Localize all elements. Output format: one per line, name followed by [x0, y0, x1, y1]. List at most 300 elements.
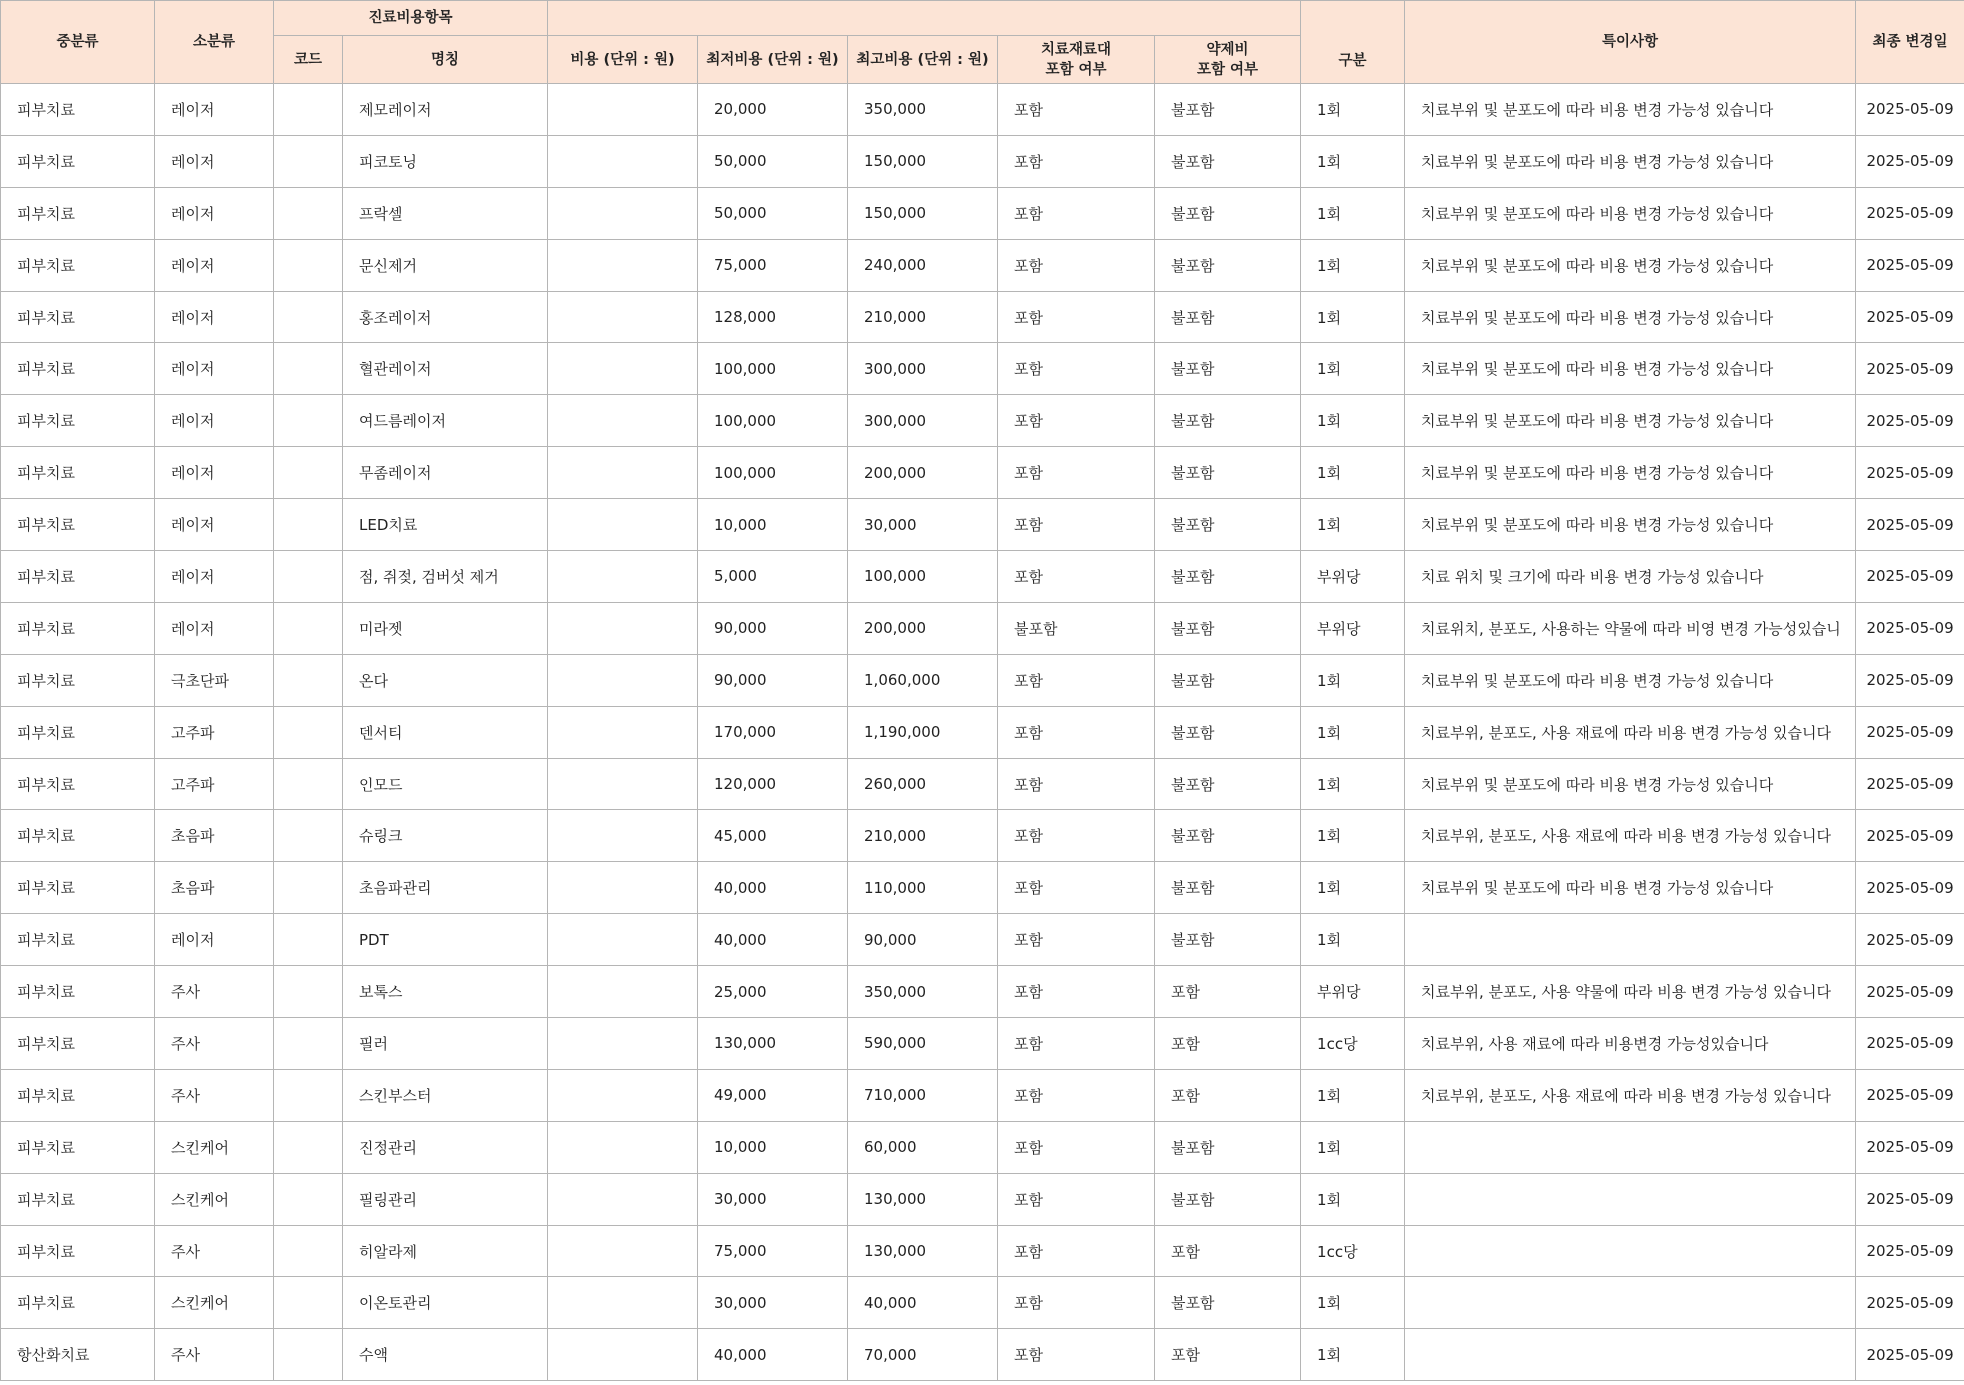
cell-material-included: 포함: [998, 810, 1155, 862]
cell-category-sub: 주사: [155, 1069, 274, 1121]
cell-code: [274, 187, 343, 239]
cell-code: [274, 291, 343, 343]
cell-material-included: 포함: [998, 395, 1155, 447]
header-max-cost: 최고비용 (단위 : 원): [848, 36, 998, 84]
cell-drug-included: 불포함: [1155, 654, 1301, 706]
header-material-line1: 치료재료대: [1040, 41, 1112, 58]
cell-material-included: 포함: [998, 239, 1155, 291]
cell-unit: 1회: [1301, 706, 1405, 758]
cell-unit: 1회: [1301, 135, 1405, 187]
cell-category-mid: 피부치료: [1, 1225, 155, 1277]
cell-drug-included: 불포함: [1155, 602, 1301, 654]
cell-unit: 부위당: [1301, 966, 1405, 1018]
header-name: 명칭: [343, 36, 548, 84]
cell-max-cost: 240,000: [848, 239, 998, 291]
table-row: [1, 551, 1964, 603]
cell-name: 점, 쥐젖, 검버섯 제거: [343, 551, 548, 603]
cell-cost: [548, 1173, 698, 1225]
cell-min-cost: 10,000: [698, 499, 848, 551]
header-drug-line1: 약제비: [1206, 41, 1249, 58]
cell-last-modified: 2025-05-09: [1856, 551, 1964, 603]
cell-code: [274, 706, 343, 758]
cell-last-modified: 2025-05-09: [1856, 602, 1964, 654]
cell-name: 프락셀: [343, 187, 548, 239]
cell-cost: [548, 551, 698, 603]
cell-category-mid: 피부치료: [1, 810, 155, 862]
cell-min-cost: 120,000: [698, 758, 848, 810]
cell-name: 제모레이저: [343, 84, 548, 136]
cell-cost: [548, 602, 698, 654]
cell-cost: [548, 966, 698, 1018]
cell-last-modified: 2025-05-09: [1856, 395, 1964, 447]
cell-max-cost: 210,000: [848, 810, 998, 862]
cell-name: 여드름레이저: [343, 395, 548, 447]
cell-max-cost: 710,000: [848, 1069, 998, 1121]
cell-code: [274, 1277, 343, 1329]
cell-material-included: 포함: [998, 914, 1155, 966]
cell-min-cost: 100,000: [698, 447, 848, 499]
cell-last-modified: 2025-05-09: [1856, 862, 1964, 914]
table-row: [1, 1018, 1964, 1070]
cell-min-cost: 5,000: [698, 551, 848, 603]
cell-cost: [548, 810, 698, 862]
cell-unit: 1회: [1301, 239, 1405, 291]
cell-category-sub: 레이저: [155, 602, 274, 654]
cell-max-cost: 590,000: [848, 1018, 998, 1070]
table-row: [1, 706, 1964, 758]
header-category-sub: 소분류: [155, 1, 274, 84]
cell-name: 슈링크: [343, 810, 548, 862]
table-row: [1, 914, 1964, 966]
cell-name: LED치료: [343, 499, 548, 551]
cell-category-mid: 피부치료: [1, 654, 155, 706]
cell-max-cost: 130,000: [848, 1173, 998, 1225]
cell-code: [274, 135, 343, 187]
cell-last-modified: 2025-05-09: [1856, 1121, 1964, 1173]
cell-cost: [548, 706, 698, 758]
cell-cost: [548, 395, 698, 447]
cell-material-included: 포함: [998, 84, 1155, 136]
cell-category-mid: 피부치료: [1, 602, 155, 654]
cell-note: 치료부위 및 분포도에 따라 비용 변경 가능성 있습니다: [1405, 862, 1856, 914]
cell-drug-included: 포함: [1155, 1329, 1301, 1381]
cell-drug-included: 불포함: [1155, 914, 1301, 966]
cell-last-modified: 2025-05-09: [1856, 447, 1964, 499]
cell-cost: [548, 1069, 698, 1121]
cell-drug-included: 포함: [1155, 1225, 1301, 1277]
cell-code: [274, 343, 343, 395]
cell-cost: [548, 84, 698, 136]
header-item-group: 진료비용항목: [274, 1, 548, 36]
cell-max-cost: 260,000: [848, 758, 998, 810]
cell-category-mid: 피부치료: [1, 551, 155, 603]
cell-code: [274, 862, 343, 914]
cell-code: [274, 395, 343, 447]
cell-material-included: 포함: [998, 1121, 1155, 1173]
cell-material-included: 포함: [998, 499, 1155, 551]
cell-drug-included: 포함: [1155, 1069, 1301, 1121]
cell-material-included: 포함: [998, 1069, 1155, 1121]
cell-code: [274, 1121, 343, 1173]
cell-unit: 1회: [1301, 862, 1405, 914]
cell-name: 필러: [343, 1018, 548, 1070]
cell-min-cost: 50,000: [698, 187, 848, 239]
cell-category-sub: 레이저: [155, 499, 274, 551]
cell-note: 치료부위 및 분포도에 따라 비용 변경 가능성 있습니다: [1405, 654, 1856, 706]
cell-code: [274, 758, 343, 810]
cell-max-cost: 60,000: [848, 1121, 998, 1173]
cell-material-included: 포함: [998, 966, 1155, 1018]
cell-note: 치료부위 및 분포도에 따라 비용 변경 가능성 있습니다: [1405, 499, 1856, 551]
cell-last-modified: 2025-05-09: [1856, 343, 1964, 395]
header-code: 코드: [274, 36, 343, 84]
cell-material-included: 포함: [998, 1277, 1155, 1329]
cell-code: [274, 447, 343, 499]
table-row: [1, 343, 1964, 395]
cell-name: 진정관리: [343, 1121, 548, 1173]
table-row: [1, 1173, 1964, 1225]
cell-material-included: 포함: [998, 291, 1155, 343]
cell-min-cost: 25,000: [698, 966, 848, 1018]
cell-category-sub: 레이저: [155, 551, 274, 603]
cell-unit: 1회: [1301, 758, 1405, 810]
cell-last-modified: 2025-05-09: [1856, 1225, 1964, 1277]
cell-cost: [548, 1225, 698, 1277]
cell-category-sub: 레이저: [155, 187, 274, 239]
cell-max-cost: 200,000: [848, 602, 998, 654]
cell-category-mid: 피부치료: [1, 1277, 155, 1329]
cell-category-sub: 주사: [155, 1225, 274, 1277]
cell-cost: [548, 914, 698, 966]
cell-unit: 1회: [1301, 447, 1405, 499]
cell-drug-included: 불포함: [1155, 706, 1301, 758]
cell-unit: 1cc당: [1301, 1018, 1405, 1070]
cell-last-modified: 2025-05-09: [1856, 758, 1964, 810]
cell-unit: 1회: [1301, 499, 1405, 551]
table-row: [1, 499, 1964, 551]
cell-name: 덴서티: [343, 706, 548, 758]
cell-category-mid: 피부치료: [1, 1069, 155, 1121]
cell-material-included: 포함: [998, 1173, 1155, 1225]
cell-min-cost: 49,000: [698, 1069, 848, 1121]
cell-name: 피코토닝: [343, 135, 548, 187]
cell-max-cost: 350,000: [848, 966, 998, 1018]
header-note: 특이사항: [1405, 1, 1856, 84]
cell-code: [274, 551, 343, 603]
cell-material-included: 포함: [998, 447, 1155, 499]
cell-code: [274, 1018, 343, 1070]
cell-note: 치료부위 및 분포도에 따라 비용 변경 가능성 있습니다: [1405, 447, 1856, 499]
cell-category-mid: 피부치료: [1, 447, 155, 499]
cell-name: 히알라제: [343, 1225, 548, 1277]
cell-category-mid: 피부치료: [1, 914, 155, 966]
cell-name: 혈관레이저: [343, 343, 548, 395]
cell-category-mid: 피부치료: [1, 758, 155, 810]
cell-name: PDT: [343, 914, 548, 966]
cell-drug-included: 불포함: [1155, 447, 1301, 499]
table-row: [1, 810, 1964, 862]
cell-category-mid: 피부치료: [1, 966, 155, 1018]
cell-name: 필링관리: [343, 1173, 548, 1225]
header-cost: 비용 (단위 : 원): [548, 36, 698, 84]
cell-category-sub: 고주파: [155, 758, 274, 810]
cell-max-cost: 100,000: [848, 551, 998, 603]
header-material-included: [998, 36, 1155, 84]
cell-code: [274, 1173, 343, 1225]
cell-note: [1405, 1225, 1856, 1277]
table-row: [1, 447, 1964, 499]
cell-unit: 1회: [1301, 1069, 1405, 1121]
cell-note: 치료부위 및 분포도에 따라 비용 변경 가능성 있습니다: [1405, 135, 1856, 187]
cell-name: 초음파관리: [343, 862, 548, 914]
cell-category-sub: 스킨케어: [155, 1121, 274, 1173]
cell-note: [1405, 1329, 1856, 1381]
cell-material-included: 포함: [998, 862, 1155, 914]
cell-max-cost: 150,000: [848, 187, 998, 239]
header-drug-line2: 포함 여부: [1196, 61, 1259, 78]
cell-min-cost: 100,000: [698, 395, 848, 447]
header-last-modified: 최종 변경일: [1856, 1, 1964, 84]
cell-min-cost: 10,000: [698, 1121, 848, 1173]
cell-min-cost: 30,000: [698, 1173, 848, 1225]
cell-min-cost: 30,000: [698, 1277, 848, 1329]
cell-category-sub: 주사: [155, 966, 274, 1018]
cell-name: 인모드: [343, 758, 548, 810]
cell-drug-included: 불포함: [1155, 239, 1301, 291]
cell-category-sub: 레이저: [155, 84, 274, 136]
cell-code: [274, 499, 343, 551]
table-row: [1, 1121, 1964, 1173]
cell-cost: [548, 499, 698, 551]
cell-note: 치료위치, 분포도, 사용하는 약물에 따라 비영 변경 가능성있습니: [1405, 602, 1856, 654]
cell-note: 치료부위 및 분포도에 따라 비용 변경 가능성 있습니다: [1405, 395, 1856, 447]
cell-min-cost: 40,000: [698, 862, 848, 914]
cell-material-included: 포함: [998, 551, 1155, 603]
cell-category-sub: 레이저: [155, 135, 274, 187]
cell-note: 치료부위 및 분포도에 따라 비용 변경 가능성 있습니다: [1405, 84, 1856, 136]
cell-last-modified: 2025-05-09: [1856, 291, 1964, 343]
cell-last-modified: 2025-05-09: [1856, 239, 1964, 291]
cell-unit: 1회: [1301, 1121, 1405, 1173]
cell-name: 무좀레이저: [343, 447, 548, 499]
cell-category-mid: 피부치료: [1, 343, 155, 395]
table-row: [1, 1225, 1964, 1277]
cell-unit: 1회: [1301, 187, 1405, 239]
cell-category-sub: 스킨케어: [155, 1277, 274, 1329]
cell-min-cost: 90,000: [698, 654, 848, 706]
cell-material-included: 포함: [998, 343, 1155, 395]
cell-cost: [548, 1018, 698, 1070]
cell-max-cost: 130,000: [848, 1225, 998, 1277]
cell-material-included: 불포함: [998, 602, 1155, 654]
cell-material-included: 포함: [998, 758, 1155, 810]
cell-category-sub: 레이저: [155, 291, 274, 343]
cell-drug-included: 포함: [1155, 966, 1301, 1018]
cell-last-modified: 2025-05-09: [1856, 84, 1964, 136]
cell-min-cost: 20,000: [698, 84, 848, 136]
cell-category-sub: 레이저: [155, 395, 274, 447]
cell-drug-included: 불포함: [1155, 810, 1301, 862]
table-row: [1, 1277, 1964, 1329]
table-row: [1, 135, 1964, 187]
header-blank-group: [548, 1, 1301, 36]
cell-min-cost: 40,000: [698, 914, 848, 966]
table-row: [1, 862, 1964, 914]
cell-code: [274, 966, 343, 1018]
table-row: [1, 239, 1964, 291]
cell-unit: 1회: [1301, 1277, 1405, 1329]
cell-name: 이온토관리: [343, 1277, 548, 1329]
cell-note: [1405, 914, 1856, 966]
cell-drug-included: 불포함: [1155, 395, 1301, 447]
cell-name: 스킨부스터: [343, 1069, 548, 1121]
cell-cost: [548, 135, 698, 187]
header-min-cost: 최저비용 (단위 : 원): [698, 36, 848, 84]
cell-last-modified: 2025-05-09: [1856, 1069, 1964, 1121]
cell-last-modified: 2025-05-09: [1856, 135, 1964, 187]
cell-name: 미라젯: [343, 602, 548, 654]
cell-unit: 1회: [1301, 914, 1405, 966]
table-body: [1, 84, 1964, 1381]
cell-max-cost: 350,000: [848, 84, 998, 136]
cell-note: 치료부위, 분포도, 사용 재료에 따라 비용 변경 가능성 있습니다: [1405, 1069, 1856, 1121]
cell-name: 문신제거: [343, 239, 548, 291]
cell-max-cost: 30,000: [848, 499, 998, 551]
cell-name: 온다: [343, 654, 548, 706]
cell-cost: [548, 1329, 698, 1381]
cell-note: 치료부위, 분포도, 사용 재료에 따라 비용 변경 가능성 있습니다: [1405, 810, 1856, 862]
cell-last-modified: 2025-05-09: [1856, 187, 1964, 239]
table-row: [1, 84, 1964, 136]
cell-last-modified: 2025-05-09: [1856, 810, 1964, 862]
cell-material-included: 포함: [998, 135, 1155, 187]
table-row: [1, 291, 1964, 343]
cell-unit: 1회: [1301, 343, 1405, 395]
cell-category-sub: 주사: [155, 1329, 274, 1381]
cell-code: [274, 1225, 343, 1277]
cell-last-modified: 2025-05-09: [1856, 1277, 1964, 1329]
cell-note: [1405, 1277, 1856, 1329]
cell-category-mid: 피부치료: [1, 499, 155, 551]
cell-note: 치료부위, 분포도, 사용 약물에 따라 비용 변경 가능성 있습니다: [1405, 966, 1856, 1018]
cell-cost: [548, 758, 698, 810]
cell-unit: 부위당: [1301, 551, 1405, 603]
cell-note: [1405, 1173, 1856, 1225]
cell-category-mid: 피부치료: [1, 395, 155, 447]
cell-last-modified: 2025-05-09: [1856, 706, 1964, 758]
cell-max-cost: 210,000: [848, 291, 998, 343]
cell-max-cost: 110,000: [848, 862, 998, 914]
cell-drug-included: 불포함: [1155, 758, 1301, 810]
cell-category-mid: 피부치료: [1, 1173, 155, 1225]
cell-drug-included: 불포함: [1155, 499, 1301, 551]
header-drug-included: [1155, 36, 1301, 84]
cell-last-modified: 2025-05-09: [1856, 1018, 1964, 1070]
cell-last-modified: 2025-05-09: [1856, 966, 1964, 1018]
cell-name: 수액: [343, 1329, 548, 1381]
cell-category-mid: 피부치료: [1, 135, 155, 187]
cell-last-modified: 2025-05-09: [1856, 1173, 1964, 1225]
cell-cost: [548, 862, 698, 914]
cell-material-included: 포함: [998, 187, 1155, 239]
table-row: [1, 395, 1964, 447]
cell-code: [274, 1069, 343, 1121]
cell-max-cost: 90,000: [848, 914, 998, 966]
cell-cost: [548, 1121, 698, 1173]
cell-category-mid: 피부치료: [1, 187, 155, 239]
cell-category-sub: 스킨케어: [155, 1173, 274, 1225]
cell-min-cost: 130,000: [698, 1018, 848, 1070]
cell-category-sub: 초음파: [155, 810, 274, 862]
cell-category-mid: 피부치료: [1, 239, 155, 291]
cell-category-mid: 피부치료: [1, 1121, 155, 1173]
cell-cost: [548, 1277, 698, 1329]
cell-max-cost: 300,000: [848, 343, 998, 395]
cell-category-mid: 피부치료: [1, 706, 155, 758]
cell-min-cost: 40,000: [698, 1329, 848, 1381]
table-row: [1, 187, 1964, 239]
cell-code: [274, 914, 343, 966]
cell-last-modified: 2025-05-09: [1856, 1329, 1964, 1381]
cell-note: 치료부위 및 분포도에 따라 비용 변경 가능성 있습니다: [1405, 187, 1856, 239]
cell-min-cost: 75,000: [698, 239, 848, 291]
cell-material-included: 포함: [998, 654, 1155, 706]
table-row: [1, 654, 1964, 706]
cell-note: 치료부위, 사용 재료에 따라 비용변경 가능성있습니다: [1405, 1018, 1856, 1070]
cell-note: 치료부위 및 분포도에 따라 비용 변경 가능성 있습니다: [1405, 758, 1856, 810]
cell-material-included: 포함: [998, 1329, 1155, 1381]
cell-category-sub: 초음파: [155, 862, 274, 914]
cell-drug-included: 불포함: [1155, 291, 1301, 343]
cell-unit: 1회: [1301, 1173, 1405, 1225]
cell-category-sub: 고주파: [155, 706, 274, 758]
cell-cost: [548, 239, 698, 291]
cell-max-cost: 150,000: [848, 135, 998, 187]
cell-category-sub: 레이저: [155, 447, 274, 499]
cell-category-sub: 레이저: [155, 914, 274, 966]
cell-unit: 1cc당: [1301, 1225, 1405, 1277]
cell-category-sub: 레이저: [155, 343, 274, 395]
cell-note: 치료부위 및 분포도에 따라 비용 변경 가능성 있습니다: [1405, 239, 1856, 291]
cell-unit: 1회: [1301, 395, 1405, 447]
cell-category-mid: 피부치료: [1, 291, 155, 343]
header-category-mid: 중분류: [1, 1, 155, 84]
table-row: [1, 758, 1964, 810]
cell-unit: 1회: [1301, 84, 1405, 136]
cell-min-cost: 170,000: [698, 706, 848, 758]
cell-last-modified: 2025-05-09: [1856, 654, 1964, 706]
cell-cost: [548, 447, 698, 499]
cell-max-cost: 1,060,000: [848, 654, 998, 706]
cell-min-cost: 75,000: [698, 1225, 848, 1277]
cell-material-included: 포함: [998, 1225, 1155, 1277]
cell-drug-included: 불포함: [1155, 135, 1301, 187]
cell-cost: [548, 291, 698, 343]
cell-max-cost: 1,190,000: [848, 706, 998, 758]
table-row: [1, 966, 1964, 1018]
cell-drug-included: 불포함: [1155, 551, 1301, 603]
table-header: [1, 1, 1964, 84]
cell-code: [274, 239, 343, 291]
cell-unit: 1회: [1301, 654, 1405, 706]
table-row: [1, 1329, 1964, 1381]
cell-cost: [548, 187, 698, 239]
cell-drug-included: 불포함: [1155, 1173, 1301, 1225]
cell-min-cost: 50,000: [698, 135, 848, 187]
cell-note: 치료 위치 및 크기에 따라 비용 변경 가능성 있습니다: [1405, 551, 1856, 603]
cell-unit: 1회: [1301, 810, 1405, 862]
cell-material-included: 포함: [998, 706, 1155, 758]
